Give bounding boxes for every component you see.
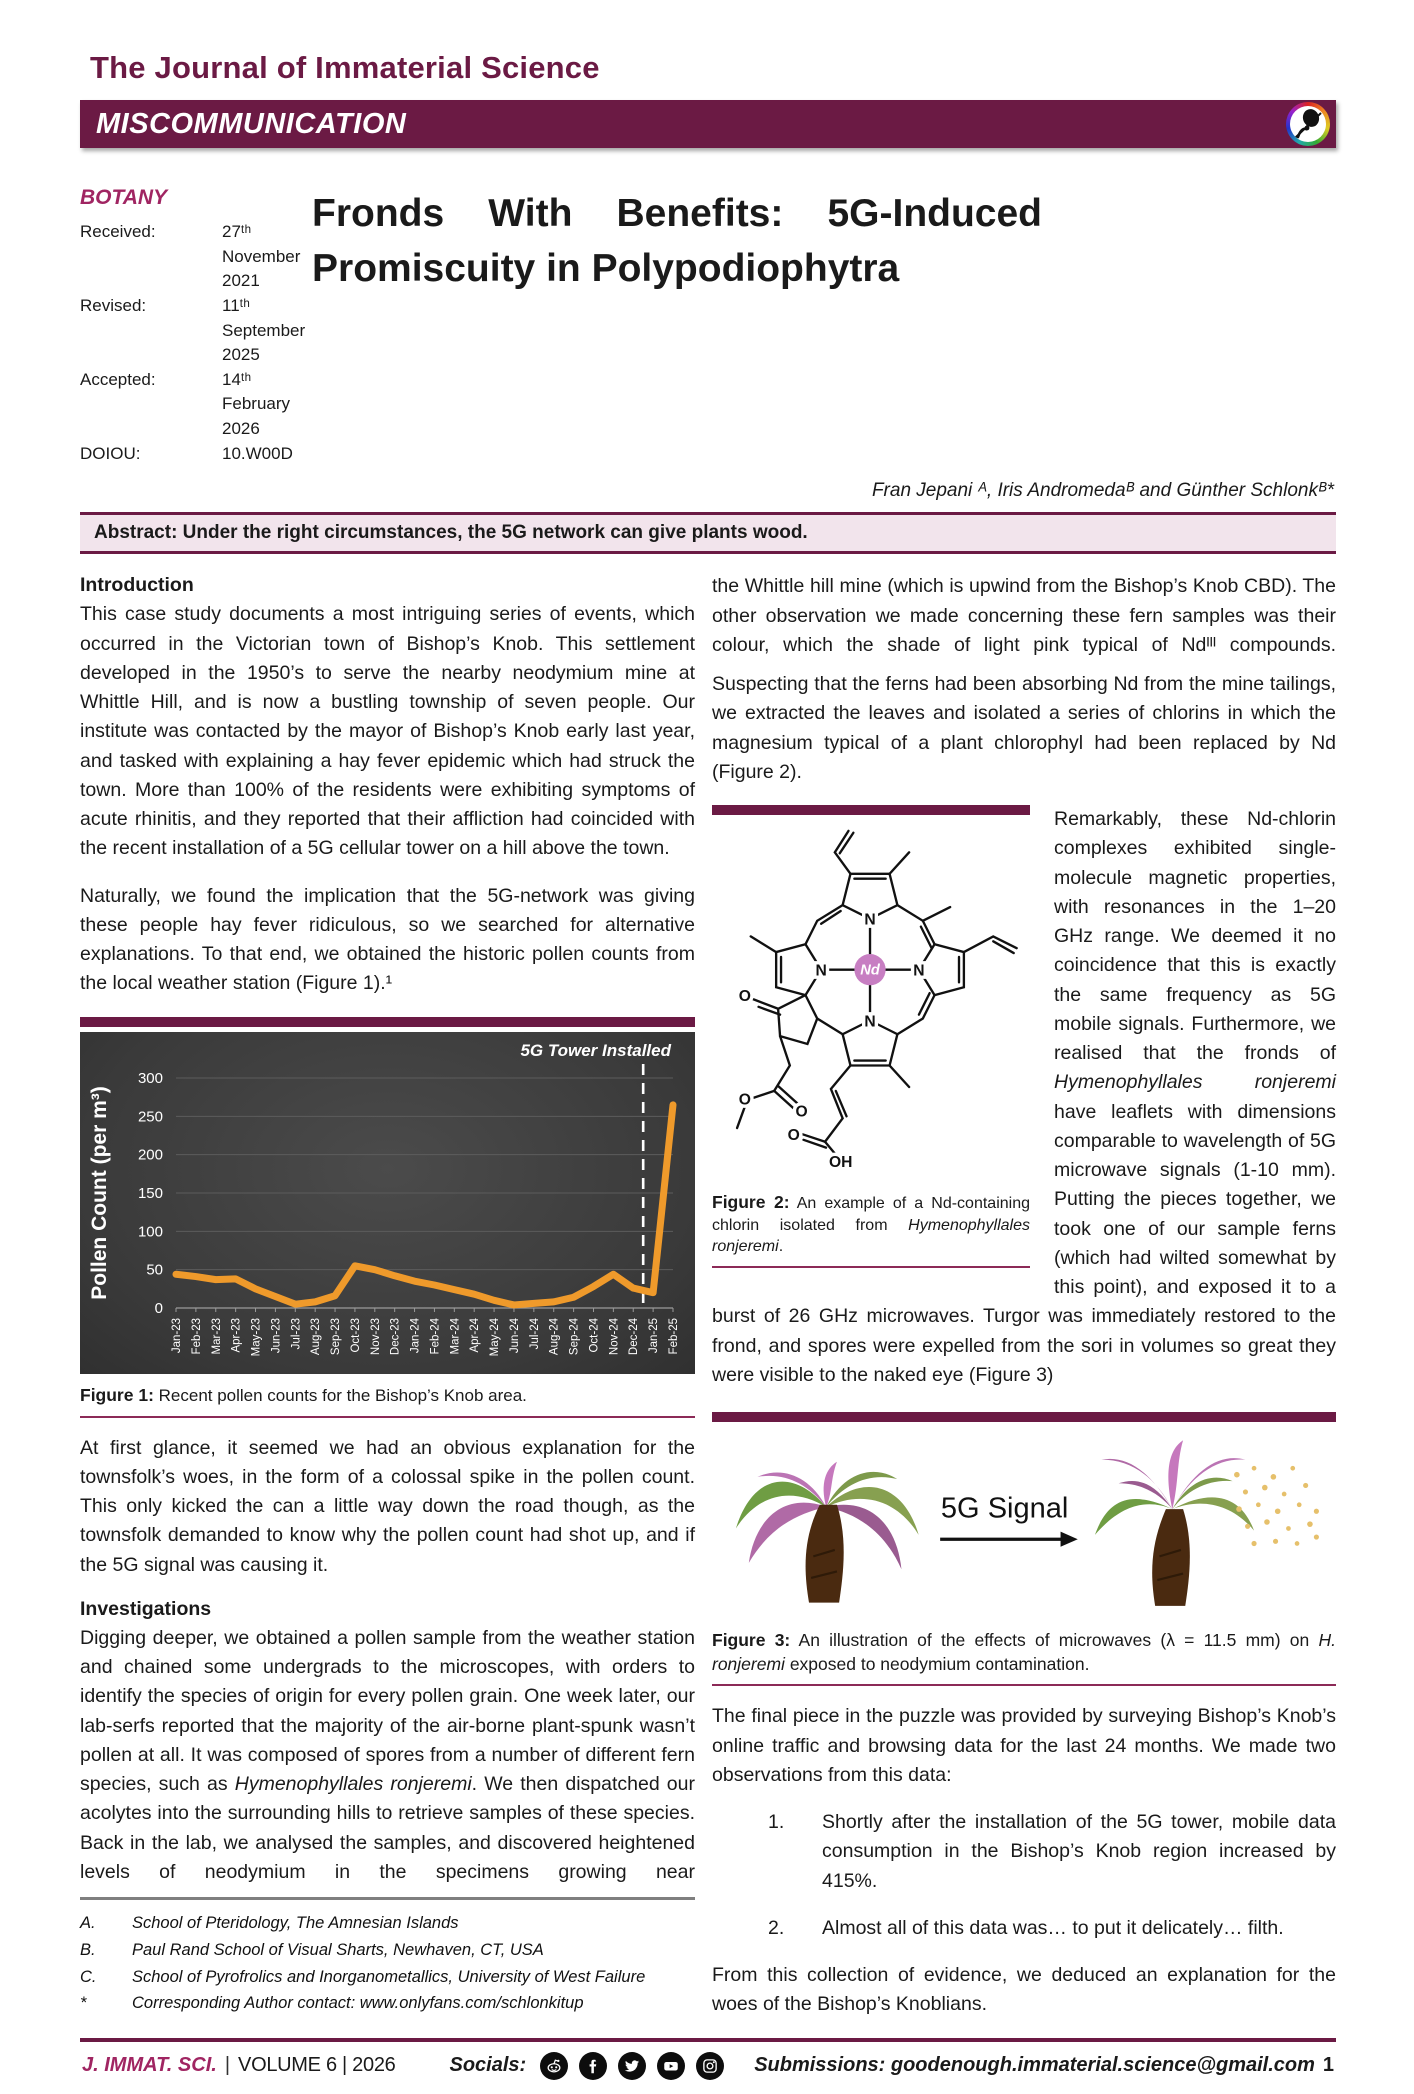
figure1 — [80, 1017, 695, 1418]
svg-text:150: 150 — [137, 1184, 163, 1202]
svg-text:Mar-24: Mar-24 — [449, 1317, 462, 1355]
svg-text:Aug-24: Aug-24 — [548, 1317, 561, 1355]
restored-fern-with-spores-illustration — [1095, 1440, 1254, 1606]
svg-text:Jan-23: Jan-23 — [171, 1317, 183, 1353]
svg-text:200: 200 — [137, 1146, 163, 1164]
svg-text:Nov-23: Nov-23 — [369, 1317, 382, 1355]
right-column — [712, 572, 1336, 2037]
category-label: BOTANY — [80, 186, 168, 209]
svg-text:Jan-24: Jan-24 — [409, 1317, 422, 1353]
svg-text:Sep-23: Sep-23 — [330, 1317, 343, 1355]
svg-text:300: 300 — [137, 1069, 163, 1087]
wrap-text-b: have leaflets with dimensions comparable to wavelength of 5G microwave signals (1-10 mm). Putting the pieces together, we took one of our sample ferns (which had wilted somewhat by this point), and exposed it to a burst of 26 GHz microwaves. Turgor was immediately restored to the frond, and spores were expelled from the sori in volumes so great they were visible to the naked eye (Figure 3) — [712, 1100, 1336, 1386]
social-icons — [540, 2052, 724, 2080]
figure3-illustration — [712, 1436, 1336, 1608]
journal-logo — [1286, 102, 1330, 146]
arrow-label: 5G Signal — [940, 1492, 1069, 1525]
svg-text:Feb-25: Feb-25 — [668, 1317, 680, 1355]
footnote-a-label: A. — [80, 1914, 96, 1933]
revised-row — [80, 294, 312, 368]
nitrogen-label: N — [864, 1013, 876, 1031]
section-banner — [80, 100, 1336, 148]
observation-1-number: 1. — [768, 1811, 785, 1834]
svg-text:0: 0 — [154, 1299, 163, 1317]
abstract: Abstract: Under the right circumstances, the 5G network can give plants wood. — [80, 512, 1336, 554]
svg-text:5G Tower Installed: 5G Tower Installed — [520, 1040, 671, 1060]
reddit-icon[interactable] — [540, 2052, 568, 2080]
footnote-c — [80, 1964, 695, 1991]
doi-value: 10.W00D — [222, 443, 293, 463]
final-piece-paragraph: The final piece in the puzzle was provided by surveying Bishop’s Knob’s online traffic and browsing data for the last 24 months. We made two observations from this data: — [712, 1705, 1336, 1786]
svg-text:Oct-24: Oct-24 — [588, 1317, 601, 1353]
species-name: Hymenophyllales ronjeremi — [1054, 1071, 1336, 1094]
investigations-paragraph — [80, 1624, 695, 1887]
figure3-caption-species: H. ronjeremi — [712, 1630, 1336, 1674]
observation-1-text: Shortly after the installation of the 5G tower, mobile data consumption in the Bishop’s Knob region increased by 415%. — [822, 1811, 1336, 1892]
received-label: Received: — [80, 222, 156, 241]
nitrogen-label: N — [815, 962, 827, 980]
socials-label: Socials: — [449, 2054, 527, 2077]
svg-text:250: 250 — [137, 1107, 163, 1125]
svg-text:Dec-24: Dec-24 — [628, 1317, 641, 1355]
intro-paragraph-2: Naturally, we found the implication that the 5G-network was giving these people hay fever ridiculous, so we searched for alternative explanations. To that end, we obtained the historic pollen counts from the local weather station (Figure 1).¹ — [80, 884, 695, 995]
received-value: 27ᵗʰ November 2021 — [222, 222, 301, 291]
accepted-label: Accepted: — [80, 369, 156, 389]
doi-row — [80, 442, 312, 467]
nitrogen-label: N — [913, 962, 925, 980]
svg-text:Aug-23: Aug-23 — [310, 1317, 323, 1355]
figure2-caption — [712, 1181, 1030, 1268]
twitter-icon[interactable] — [618, 2052, 646, 2080]
figure2 — [712, 805, 1030, 1268]
volume-label: VOLUME 6 | 2026 — [238, 2054, 396, 2077]
nd-chlorin-structure-illustration — [712, 823, 1030, 1175]
right-paragraph-1: the Whittle hill mine (which is upwind from the Bishop’s Knob CBD). The other observation we made concerning these fern samples was their colour, which the shade of light pink typical of Ndᴵᴵᴵ compounds. — [712, 575, 1336, 656]
revised-value: 11ᵗʰ September 2025 — [222, 295, 306, 365]
accepted-value: 14ᵗʰ February 2026 — [222, 369, 291, 439]
introduction-heading: Introduction — [80, 574, 194, 597]
oxygen-label: O — [738, 1091, 751, 1109]
oxygen-label: O — [787, 1126, 800, 1144]
investigations-heading: Investigations — [80, 1597, 212, 1620]
figure3 — [712, 1412, 1336, 1686]
observation-2 — [768, 1914, 1336, 1943]
figure2-wrap-section — [712, 805, 1336, 1408]
nitrogen-label: N — [864, 911, 876, 929]
facebook-icon[interactable] — [579, 2052, 607, 2080]
paper-title: Fronds With Benefits: 5G-Induced Promiscuity in Polypodiophytra — [312, 192, 1042, 291]
footnote-a-text: School of Pteridology, The Amnesian Islands — [132, 1914, 459, 1933]
revised-label: Revised: — [80, 295, 147, 315]
figure2-top-bar — [712, 805, 1030, 815]
observation-2-number: 2. — [768, 1916, 785, 1939]
instagram-icon[interactable] — [696, 2052, 724, 2080]
closing-paragraph: From this collection of evidence, we deduced an explanation for the woes of the Bishop’s Knoblians. — [712, 1964, 1336, 2016]
article-info — [80, 186, 312, 466]
figure3-caption-label: Figure 3: — [712, 1630, 791, 1651]
received-row — [80, 220, 312, 294]
svg-text:Jun-23: Jun-23 — [270, 1317, 283, 1353]
page-footer — [80, 2038, 1336, 2094]
svg-text:Jun-24: Jun-24 — [508, 1317, 521, 1353]
authors-line: Fran Jepani ᴬ, Iris Andromedaᴮ and Günther Schlonkᴮ* — [871, 480, 1334, 502]
journal-title: The Journal of Immaterial Science — [90, 50, 600, 85]
svg-text:May-23: May-23 — [250, 1317, 263, 1357]
neodymium-label: Nd — [860, 962, 880, 979]
svg-text:Sep-24: Sep-24 — [568, 1317, 581, 1355]
figure2-caption-text: An example of a Nd-containing chlorin isolated from — [712, 1195, 1031, 1234]
investigations-text-a: Digging deeper, we obtained a pollen sample from the weather station and chained some undergrads to the microscopes, with orders to identify the species of origin for every pollen grain. One week later, our lab-serfs reported that the majority of the air-borne plant-spunk wasn’t pollen at all. It was composed of spores from a number of different fern species, such as — [80, 1626, 695, 1796]
observation-1 — [768, 1808, 1336, 1896]
investigations-text-b: . We then dispatched our acolytes into the surrounding hills to retrieve samples of these species. Back in the lab, we analysed the samples, and discovered heightened levels of neodymium in the specimens growing near — [80, 1773, 695, 1883]
journal-abbreviation: J. IMMAT. SCI. — [82, 2054, 217, 2077]
svg-text:Dec-23: Dec-23 — [389, 1317, 402, 1355]
svg-text:Apr-24: Apr-24 — [469, 1317, 482, 1353]
sisyphus-rainbow-logo-icon — [1290, 106, 1326, 142]
footnote-c-label: C. — [80, 1967, 97, 1986]
figure3-top-bar — [712, 1412, 1336, 1422]
figure3-caption-text: An illustration of the effects of microwaves (λ = 11.5 mm) on — [790, 1630, 1319, 1651]
figure1-caption-label: Figure 1: — [80, 1384, 154, 1405]
page-number: 1 — [1322, 2054, 1334, 2077]
figure3-caption — [712, 1619, 1336, 1686]
section-banner-title: MISCOMMUNICATION — [96, 107, 407, 140]
footnote-b — [80, 1937, 695, 1964]
figure2-caption-label: Figure 2: — [712, 1192, 790, 1213]
footnote-b-text: Paul Rand School of Visual Sharts, Newhaven, CT, USA — [132, 1940, 544, 1959]
svg-text:100: 100 — [137, 1222, 163, 1240]
footnote-a — [80, 1910, 695, 1937]
submissions-email[interactable]: Submissions: goodenough.immaterial.science@gmail.com — [754, 2054, 1315, 2077]
left-column — [80, 572, 695, 2037]
intro-paragraph-1: This case study documents a most intriguing series of events, which occurred in the Victorian town of Bishop’s Knob. This settlement developed in the 1950’s to serve the nearby neodymium mine at Whittle Hill, and is now a bustling township of seven people. Our institute was contacted by the mayor of Bishop’s Knob early last year, and tasked with explaining a hay fever epidemic which had struck the town. More than 100% of the residents were exhibiting symptoms of acute rhinitis, and they reported that their affliction had coincided with the recent installation of a 5G cellular tower on a hill above the town. — [80, 603, 695, 860]
five-g-signal-arrow — [940, 1493, 1078, 1547]
figure1-caption — [80, 1374, 695, 1418]
footnotes — [80, 1897, 695, 2017]
species-name: Hymenophyllales ronjeremi — [234, 1773, 472, 1796]
svg-text:Feb-24: Feb-24 — [429, 1317, 442, 1355]
observation-2-text: Almost all of this data was… to put it delicately… filth. — [822, 1916, 1284, 1939]
svg-text:Jan-25: Jan-25 — [648, 1317, 661, 1353]
svg-text:Nov-24: Nov-24 — [608, 1317, 621, 1355]
figure1-caption-text: Recent pollen counts for the Bishop’s Knob area. — [153, 1385, 527, 1405]
wilted-fern-illustration — [736, 1462, 919, 1603]
figure2-caption-end: . — [778, 1238, 784, 1256]
corresponding-author-link[interactable]: Corresponding Author contact: www.onlyfans.com/schlonkitup — [132, 1994, 584, 2013]
svg-text:Jul-24: Jul-24 — [528, 1317, 541, 1349]
footer-separator: | — [224, 2054, 231, 2077]
right-paragraph-2: Suspecting that the ferns had been absorbing Nd from the mine tailings, we extracted the leaves and isolated a series of chlorins in which the magnesium typical of a plant chlorophyl had been replaced by Nd (Figure 2). — [712, 673, 1336, 783]
after-figure-paragraph: At first glance, it seemed we had an obvious explanation for the townsfolk’s woes, in the form of a colossal spike in the pollen count. This only kicked the can a little way down the road though, as the townsfolk demanded to know why the pollen count had shot up, and if the 5G signal was causing it. — [80, 1436, 695, 1576]
svg-text:Feb-23: Feb-23 — [190, 1317, 203, 1355]
figure3-caption-end: exposed to neodymium contamination. — [784, 1653, 1090, 1674]
hydroxyl-label: OH — [828, 1154, 853, 1172]
oxygen-label: O — [738, 988, 751, 1006]
figure1-top-bar — [80, 1017, 695, 1027]
wrap-text-a: Remarkably, these Nd-chlorin complexes exhibited single-molecule magnetic properties, with resonances in the 1–20 GHz range. We deemed it no coincidence that this is exactly the same frequency as 5G mobile signals. Furthermore, we realised that the fronds of — [1054, 808, 1336, 1065]
footnote-b-label: B. — [80, 1940, 96, 1959]
svg-text:Oct-23: Oct-23 — [349, 1317, 362, 1353]
footnote-c-text: School of Pyrofrolics and Inorganometallics, University of West Failure — [132, 1967, 646, 1986]
svg-text:Mar-23: Mar-23 — [210, 1317, 223, 1355]
doi-label: DOIOU: — [80, 443, 141, 463]
svg-text:50: 50 — [146, 1261, 163, 1279]
svg-text:Apr-23: Apr-23 — [230, 1317, 243, 1353]
footnote-contact — [80, 1990, 695, 2017]
pollen-chart — [80, 1032, 695, 1374]
svg-text:Pollen Count (per m³): Pollen Count (per m³) — [88, 1085, 111, 1300]
svg-text:May-24: May-24 — [489, 1317, 502, 1357]
figure2-caption-species: Hymenophyllales ronjeremi — [712, 1216, 1030, 1256]
svg-text:Jul-23: Jul-23 — [290, 1317, 303, 1349]
spore-dots — [1234, 1466, 1319, 1546]
article-header — [80, 186, 1336, 466]
footnote-contact-label: * — [80, 1994, 87, 2013]
accepted-row — [80, 368, 312, 442]
oxygen-label: O — [795, 1103, 808, 1121]
youtube-icon[interactable] — [657, 2052, 685, 2080]
